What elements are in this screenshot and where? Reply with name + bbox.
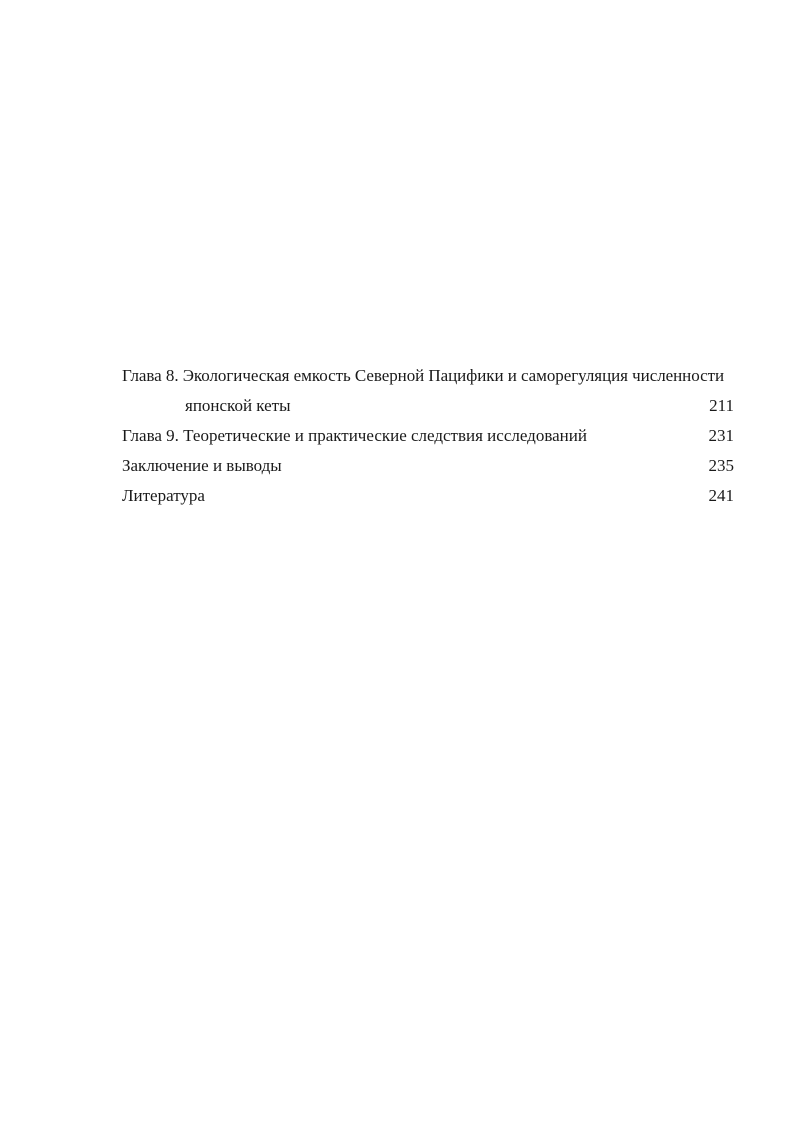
toc-entry-conclusion — [122, 451, 736, 481]
table-of-contents — [122, 361, 736, 511]
toc-page-number: 235 — [708, 456, 734, 475]
toc-entry-title: Глава 9. Теоретические и практические следствия исследований — [122, 426, 587, 445]
toc-entry-title: Литература — [122, 486, 205, 505]
toc-entry-title-continuation: японской кеты — [185, 396, 291, 415]
toc-entry-chapter-8-continuation — [122, 391, 736, 421]
toc-page-number: 231 — [708, 426, 734, 445]
toc-entry-literature — [122, 481, 736, 511]
toc-entry-chapter-8 — [122, 361, 736, 391]
toc-page-number: 241 — [708, 486, 734, 505]
toc-page-number: 211 — [709, 396, 734, 415]
toc-entry-chapter-9 — [122, 421, 736, 451]
toc-entry-title: Глава 8. Экологическая емкость Северной Пацифики и саморегуляция численности — [122, 366, 725, 385]
toc-entry-title: Заключение и выводы — [122, 456, 282, 475]
